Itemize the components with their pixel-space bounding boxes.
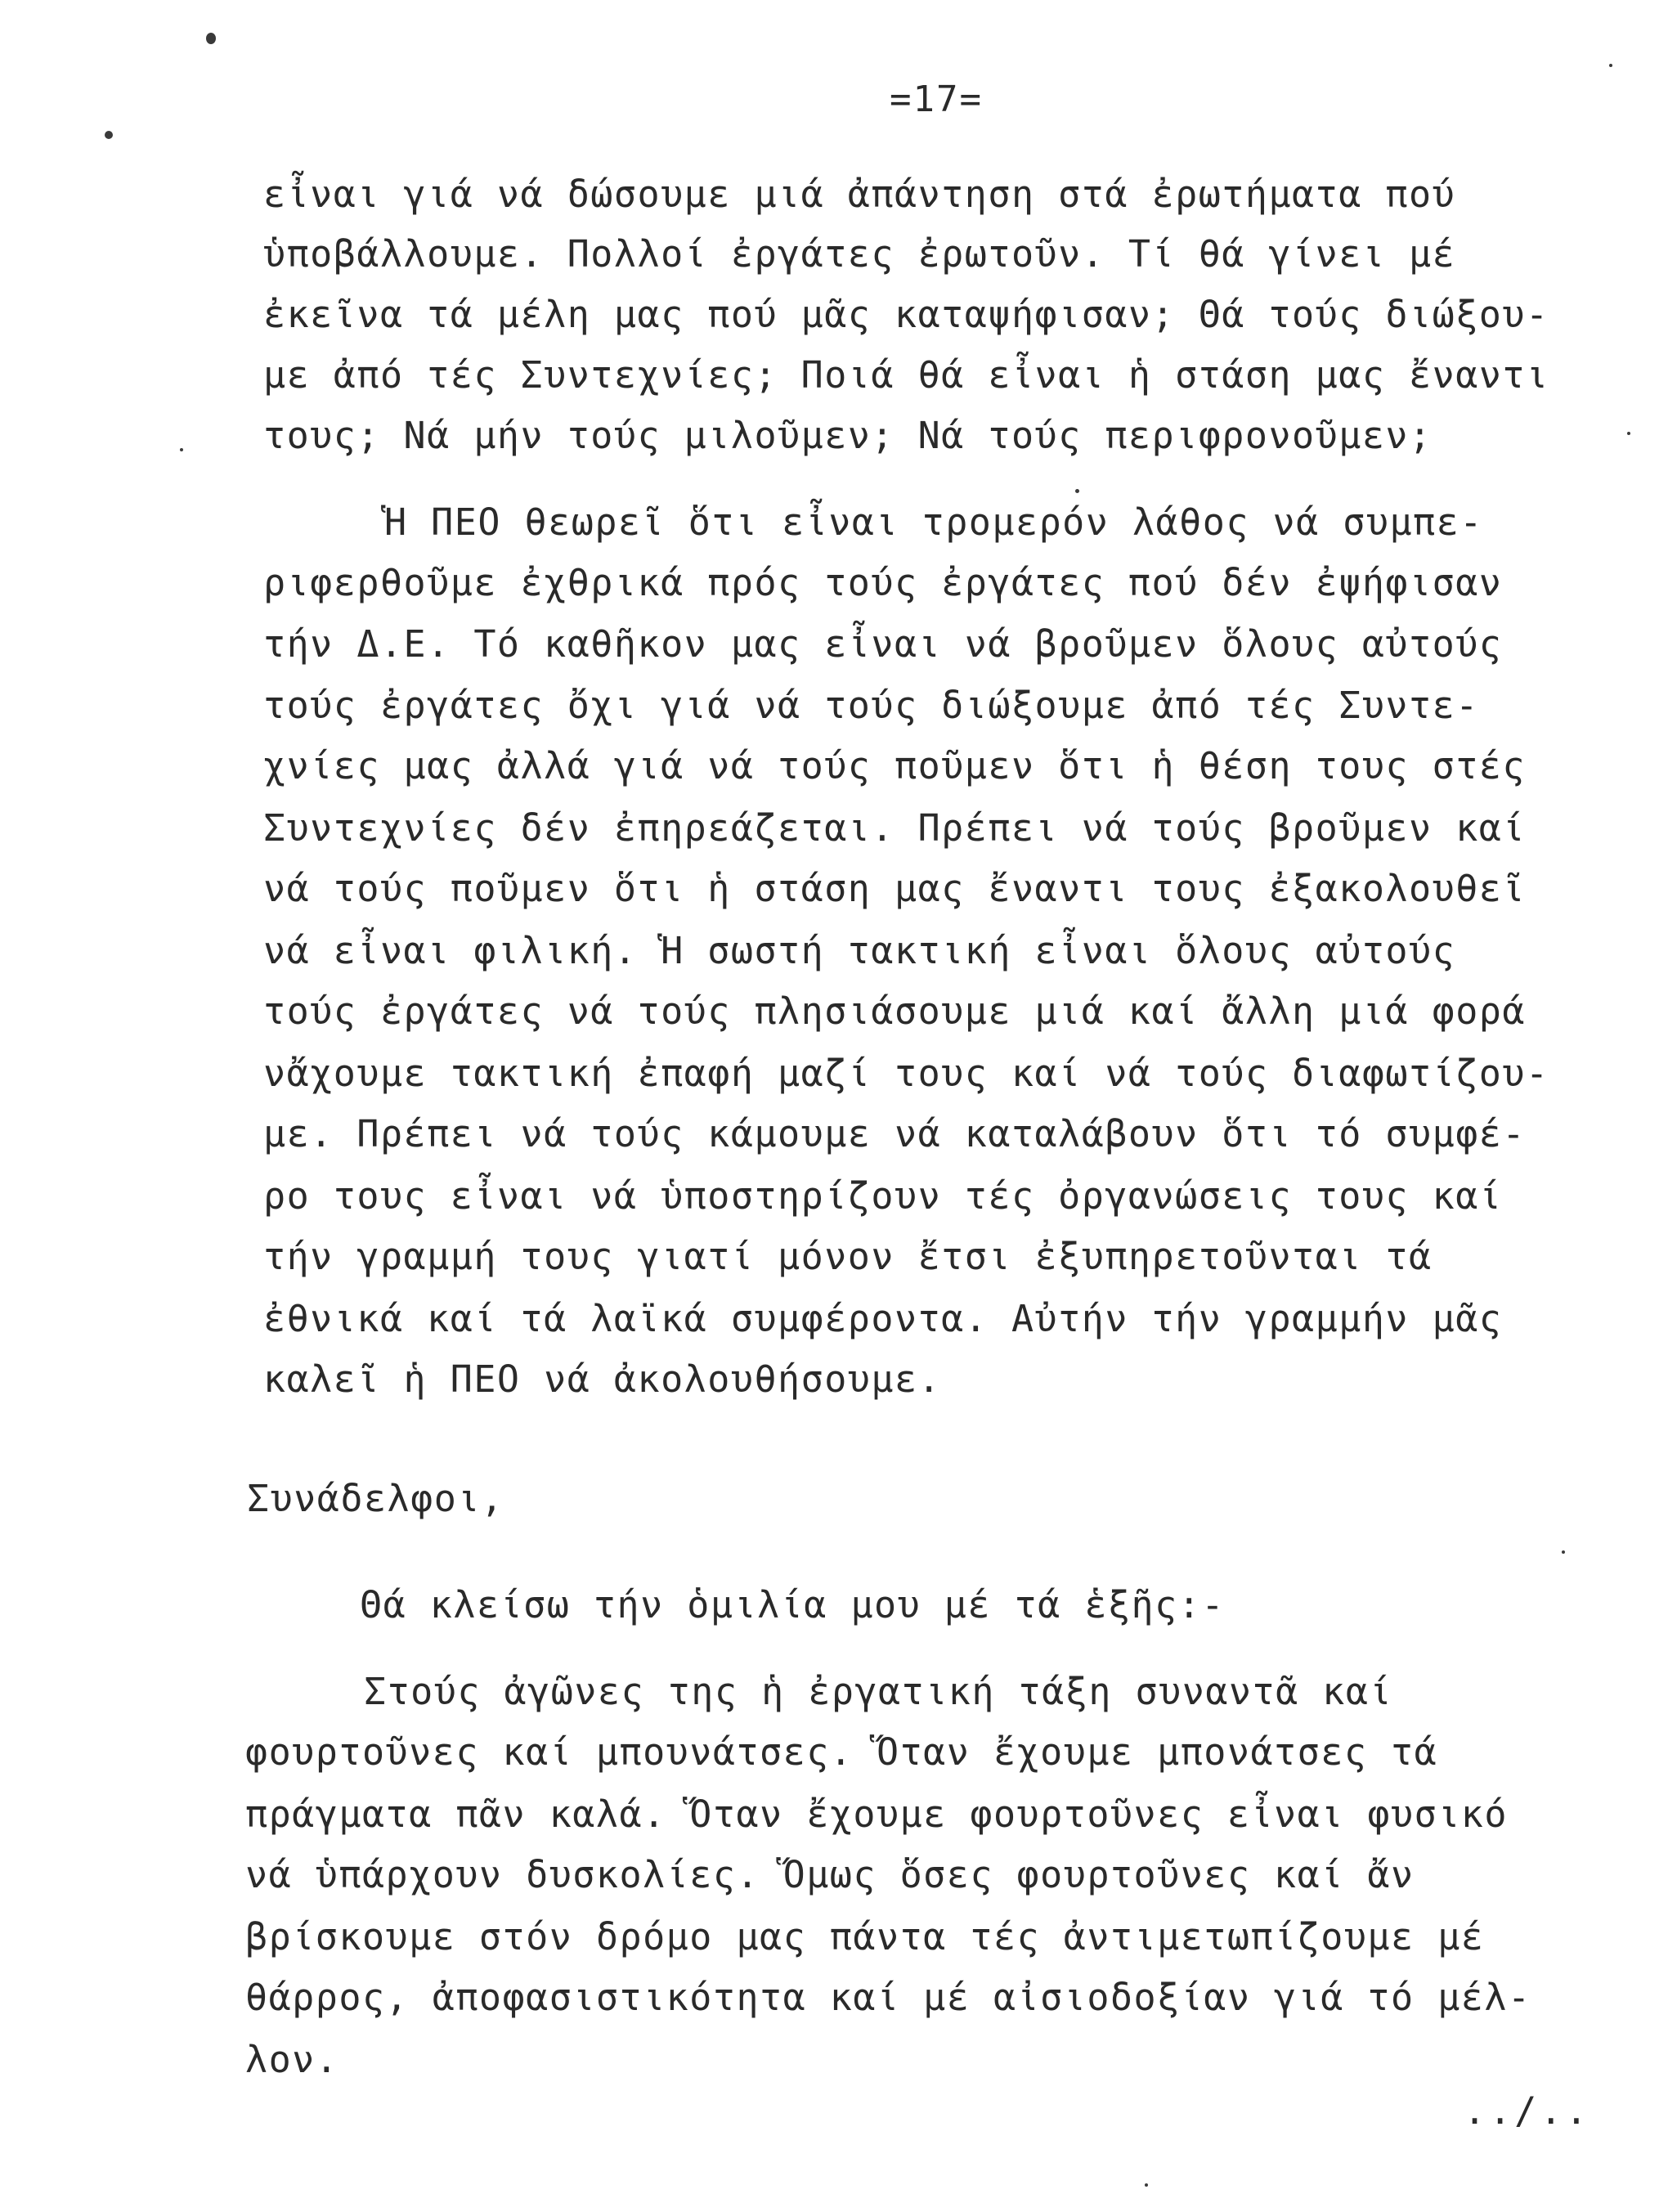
text-line: νἄχουμε τακτική ἐπαφή μαζί τους καί νά τούς διαφωτίζου- (263, 1052, 1549, 1095)
text-line: νά εἶναι φιλική. Ἡ σωστή τακτική εἶναι ὅλους αὐτούς (263, 929, 1456, 972)
text-line: λον. (245, 2038, 339, 2081)
text-line: τούς ἐργάτες νά τούς πλησιάσουμε μιά καί ἄλλη μιά φορά (263, 989, 1526, 1033)
text-line: Συντεχνίες δέν ἐπηρεάζεται. Πρέπει νά τούς βροῦμεν καί (263, 806, 1526, 850)
scan-speck (1075, 489, 1079, 493)
scan-speck (1609, 64, 1612, 67)
text-line: νά τούς ποῦμεν ὅτι ἡ στάση μας ἔναντι τους ἐξακολουθεῖ (263, 867, 1526, 910)
text-line: τούς ἐργάτες ὄχι γιά νά τούς διώξουμε ἀπό τές Συντε- (263, 684, 1479, 727)
text-line: ἐκεῖνα τά μέλη μας πού μᾶς καταψήφισαν; Θά τούς διώξου- (263, 293, 1549, 336)
scan-speck (180, 448, 183, 451)
text-line: ὑποβάλλουμε. Πολλοί ἐργάτες ἐρωτοῦν. Τί θά γίνει μέ (263, 232, 1456, 276)
closing-intro: Θά κλείσω τήν ὁμιλία μου μέ τά ἑξῆς:- (360, 1583, 1225, 1626)
continuation-mark: ../.. (1464, 2089, 1591, 2133)
text-line: φουρτοῦνες καί μπουνάτσες. Ὅταν ἔχουμε μπονάτσες τά (245, 1730, 1438, 1774)
text-line: τους; Νά μήν τούς μιλοῦμεν; Νά τούς περιφρονοῦμεν; (263, 414, 1433, 457)
text-line: με ἀπό τές Συντεχνίες; Ποιά θά εἶναι ἡ στάση μας ἔναντι (263, 353, 1549, 397)
scan-speck (1145, 2183, 1148, 2187)
scan-speck (206, 33, 216, 44)
text-line: νά ὑπάρχουν δυσκολίες. Ὅμως ὅσες φουρτοῦνες καί ἄν (245, 1853, 1415, 1896)
text-line: βρίσκουμε στόν δρόμο μας πάντα τές ἀντιμετωπίζουμε μέ (245, 1915, 1485, 1958)
text-line: τήν γραμμή τους γιατί μόνον ἔτσι ἐξυπηρετοῦνται τά (263, 1235, 1433, 1278)
scan-speck (105, 131, 113, 139)
scan-speck (1627, 432, 1630, 435)
text-line: ρο τους εἶναι νά ὑποστηρίζουν τές ὀργανώσεις τους καί (263, 1174, 1503, 1218)
salutation: Συνάδελφοι, (247, 1477, 504, 1520)
text-line: πράγματα πᾶν καλά. Ὅταν ἔχουμε φουρτοῦνες εἶναι φυσικό (245, 1792, 1508, 1836)
text-line: θάρρος, ἀποφασιστικότητα καί μέ αἰσιοδοξίαν γιά τό μέλ- (245, 1976, 1531, 2019)
text-line: Στούς ἀγῶνες της ἡ ἐργατική τάξη συναντᾶ καί (364, 1670, 1393, 1713)
text-line: ἐθνικά καί τά λαϊκά συμφέροντα. Αὐτήν τήν γραμμήν μᾶς (263, 1297, 1503, 1340)
page-number: =17= (890, 79, 983, 120)
text-line: ριφερθοῦμε ἐχθρικά πρός τούς ἐργάτες πού δέν ἐψήφισαν (263, 561, 1503, 604)
scan-speck (1562, 1550, 1565, 1554)
text-line: καλεῖ ἡ ΠΕΟ νά ἀκολουθήσουμε. (263, 1357, 942, 1401)
text-line: εἶναι γιά νά δώσουμε μιά ἀπάντηση στά ἐρωτήματα πού (263, 173, 1456, 216)
text-line: τήν Δ.Ε. Τό καθῆκον μας εἶναι νά βροῦμεν ὅλους αὐτούς (263, 622, 1503, 666)
text-line: Ἡ ΠΕΟ θεωρεῖ ὅτι εἶναι τρομερόν λάθος νά συμπε- (384, 500, 1483, 544)
text-line: με. Πρέπει νά τούς κάμουμε νά καταλάβουν ὅτι τό συμφέ- (263, 1112, 1526, 1155)
text-line: χνίες μας ἀλλά γιά νά τούς ποῦμεν ὅτι ἡ θέση τους στές (263, 744, 1526, 787)
